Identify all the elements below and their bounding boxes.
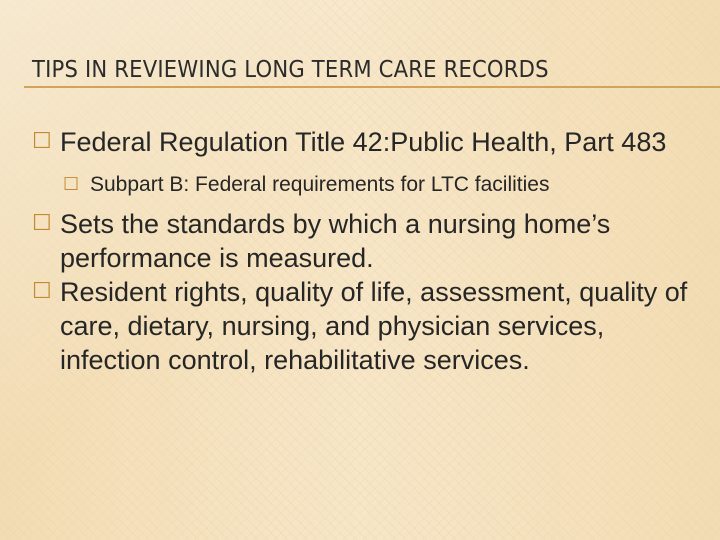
sub-bullet-item <box>32 169 702 200</box>
checkbox-bullet-icon: ☐ <box>32 211 52 236</box>
checkbox-bullet-icon: ☐ <box>63 174 80 195</box>
title-underline <box>24 86 720 88</box>
bullet-item <box>32 275 702 377</box>
bullet-item <box>32 207 702 275</box>
checkbox-bullet-icon: ☐ <box>32 129 52 154</box>
bullet-text: Resident rights, quality of life, assessment, quality of care, dietary, nursing, and physician services, infection control, rehabilitative services. <box>60 277 688 375</box>
bullet-list <box>32 125 702 377</box>
checkbox-bullet-icon: ☐ <box>32 279 52 304</box>
bullet-item <box>32 125 702 159</box>
bullet-text: Sets the standards by which a nursing home’s performance is measured. <box>60 209 611 273</box>
bullet-text: Subpart B: Federal requirements for LTC facilities <box>90 173 550 196</box>
bullet-text: Federal Regulation Title 42:Public Health, Part 483 <box>60 127 667 157</box>
slide-title: TIPS IN REVIEWING LONG TERM CARE RECORDS <box>32 55 549 83</box>
